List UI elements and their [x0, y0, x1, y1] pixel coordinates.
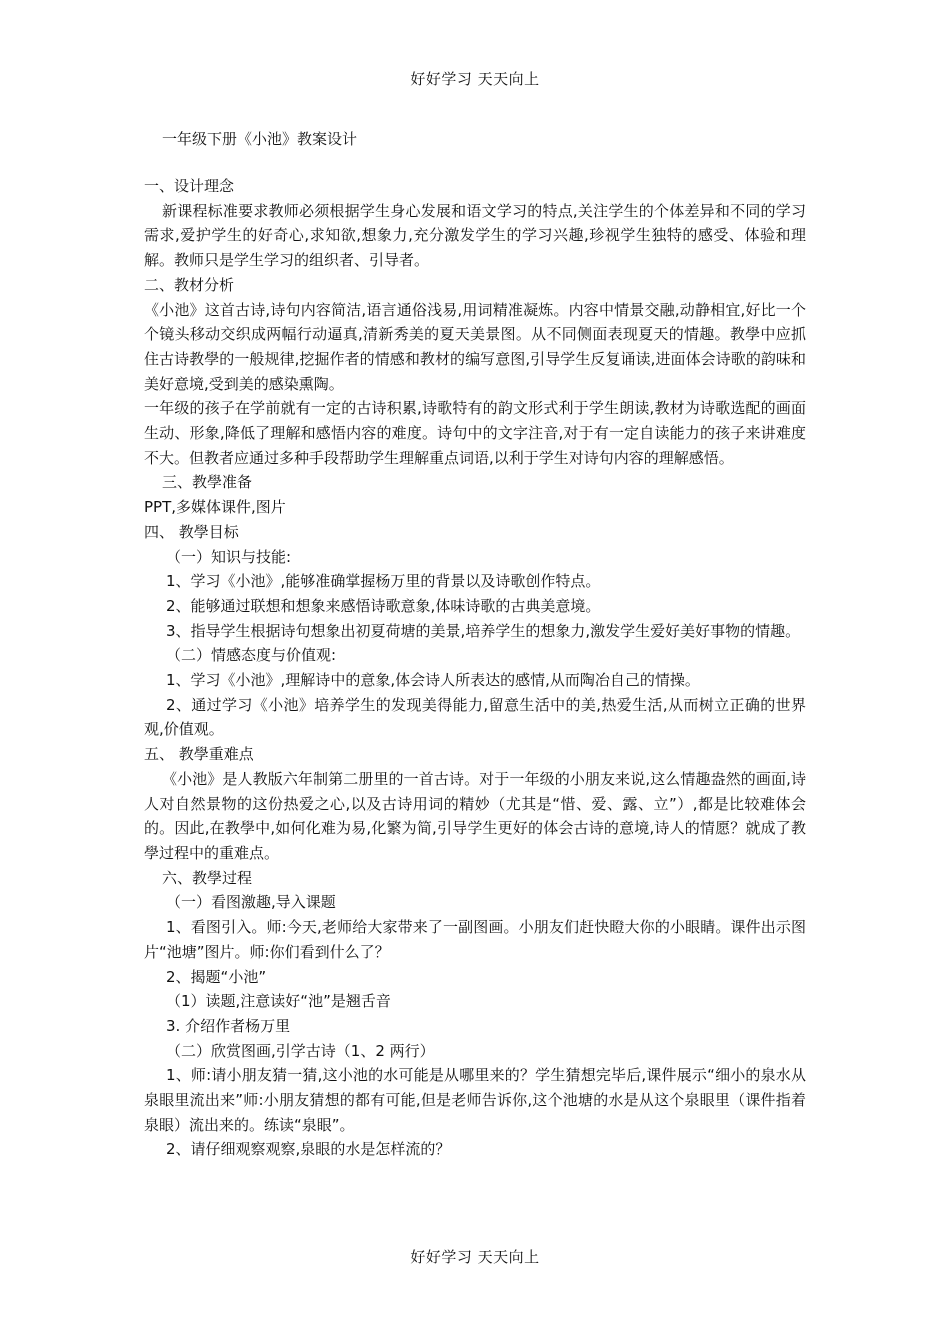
paragraph: 一年级的孩子在学前就有一定的古诗积累,诗歌特有的韵文形式利于学生朗读,教材为诗歌选配的画面生动、形象,降低了理解和感悟内容的难度。诗句中的文字注音,对于有一定自读能力的孩子来讲难度不大。但教者应通过多种手段帮助学生理解重点词语,以利于学生对诗句内容的理解感悟。	[144, 399, 806, 467]
list-item: 1、师:请小朋友猜一猜,这小池的水可能是从哪里来的？学生猜想完毕后,课件展示“细小的泉水从泉眼里流出来”师:小朋友猜想的都有可能,但是老师告诉你,这个池塘的水是从这个泉眼里（课件指着泉眼）流出来的。练读“泉眼”。	[144, 1066, 806, 1134]
list-item: 2、通过学习《小池》培养学生的发现美得能力,留意生活中的美,热爱生活,从而树立正确的世界观,价值观。	[144, 695, 806, 739]
list-item: （1）读题,注意读好“池”是翘舌音	[166, 992, 391, 1011]
list-item: 1、看图引入。师:今天,老师给大家带来了一副图画。小朋友们赶快瞪大你的小眼睛。课件出示图片“池塘”图片。师:你们看到什么了？	[144, 918, 806, 961]
section-heading-1: 一、设计理念	[144, 177, 235, 195]
section-heading-2: 二、教材分析	[144, 275, 235, 294]
paragraph: 《小池》是人教版六年制第二册里的一首古诗。对于一年级的小朋友来说,这么情趣盎然的画面,诗人对自然景物的这份热爱之心,以及古诗用词的精妙（尤其是“惜、爱、露、立”）,都是比较难体会的。因此,在教學中,如何化难为易,化繁为简,引导学生更好的体会古诗的意境,诗人的情愿？就成了教學过程中的重难点。	[144, 769, 806, 862]
list-item: 2、请仔细观察观察,泉眼的水是怎样流的？	[166, 1140, 451, 1159]
document-body	[144, 174, 806, 1162]
section-heading-3: 三、教學准备	[162, 473, 253, 492]
list-item: 3. 介绍作者杨万里	[166, 1016, 291, 1035]
sub-heading: （一）知识与技能:	[166, 547, 292, 566]
sub-heading: （一）看图激趣,导入课题	[166, 893, 336, 912]
list-item: 1、学习《小池》,能够准确掌握杨万里的背景以及诗歌创作特点。	[166, 572, 601, 591]
paragraph: 《小池》这首古诗,诗句内容简洁,语言通俗浅易,用词精准凝炼。内容中情景交融,动静相宜,好比一个个镜头移动交织成两幅行动逼真,清新秀美的夏天美景图。从不同侧面表现夏天的情趣。教學中应抓住古诗教學的一般规律,挖掘作者的情感和教材的编写意图,引导学生反复诵读,进面体会诗歌的韵味和美好意境,受到美的感染熏陶。	[144, 300, 806, 393]
page-header: 好好学习 天天向上	[410, 70, 540, 88]
list-item: 1、学习《小池》,理解诗中的意象,体会诗人所表达的感情,从而陶冶自己的情操。	[166, 671, 700, 690]
list-item: 2、揭题“小池”	[166, 967, 267, 986]
page-footer: 好好学习 天天向上	[410, 1248, 540, 1266]
section-heading-4: 四、 教學目标	[144, 522, 239, 541]
section-heading-5: 五、 教學重难点	[144, 745, 254, 764]
list-item: 3、指导学生根据诗句想象出初夏荷塘的美景,培养学生的想象力,激发学生爱好美好事物的情趣。	[166, 621, 801, 640]
list-item: 2、能够通过联想和想象来感悟诗歌意象,体味诗歌的古典美意境。	[166, 596, 601, 615]
sub-heading: （二）情感态度与价值观:	[166, 646, 337, 665]
paragraph: 新课程标准要求教师必须根据学生身心发展和语文学习的特点,关注学生的个体差异和不同的学习需求,爱护学生的好奇心,求知欲,想象力,充分激发学生的学习兴趣,珍视学生独特的感受、体验和理解。教师只是学生学习的组织者、引导者。	[144, 201, 806, 270]
paragraph: PPT,多媒体课件,图片	[144, 498, 286, 517]
document-title: 一年级下册《小池》教案设计	[162, 130, 358, 148]
sub-heading: （二）欣赏图画,引学古诗（1、2 两行）	[166, 1041, 435, 1060]
section-heading-6: 六、教學过程	[162, 868, 253, 887]
